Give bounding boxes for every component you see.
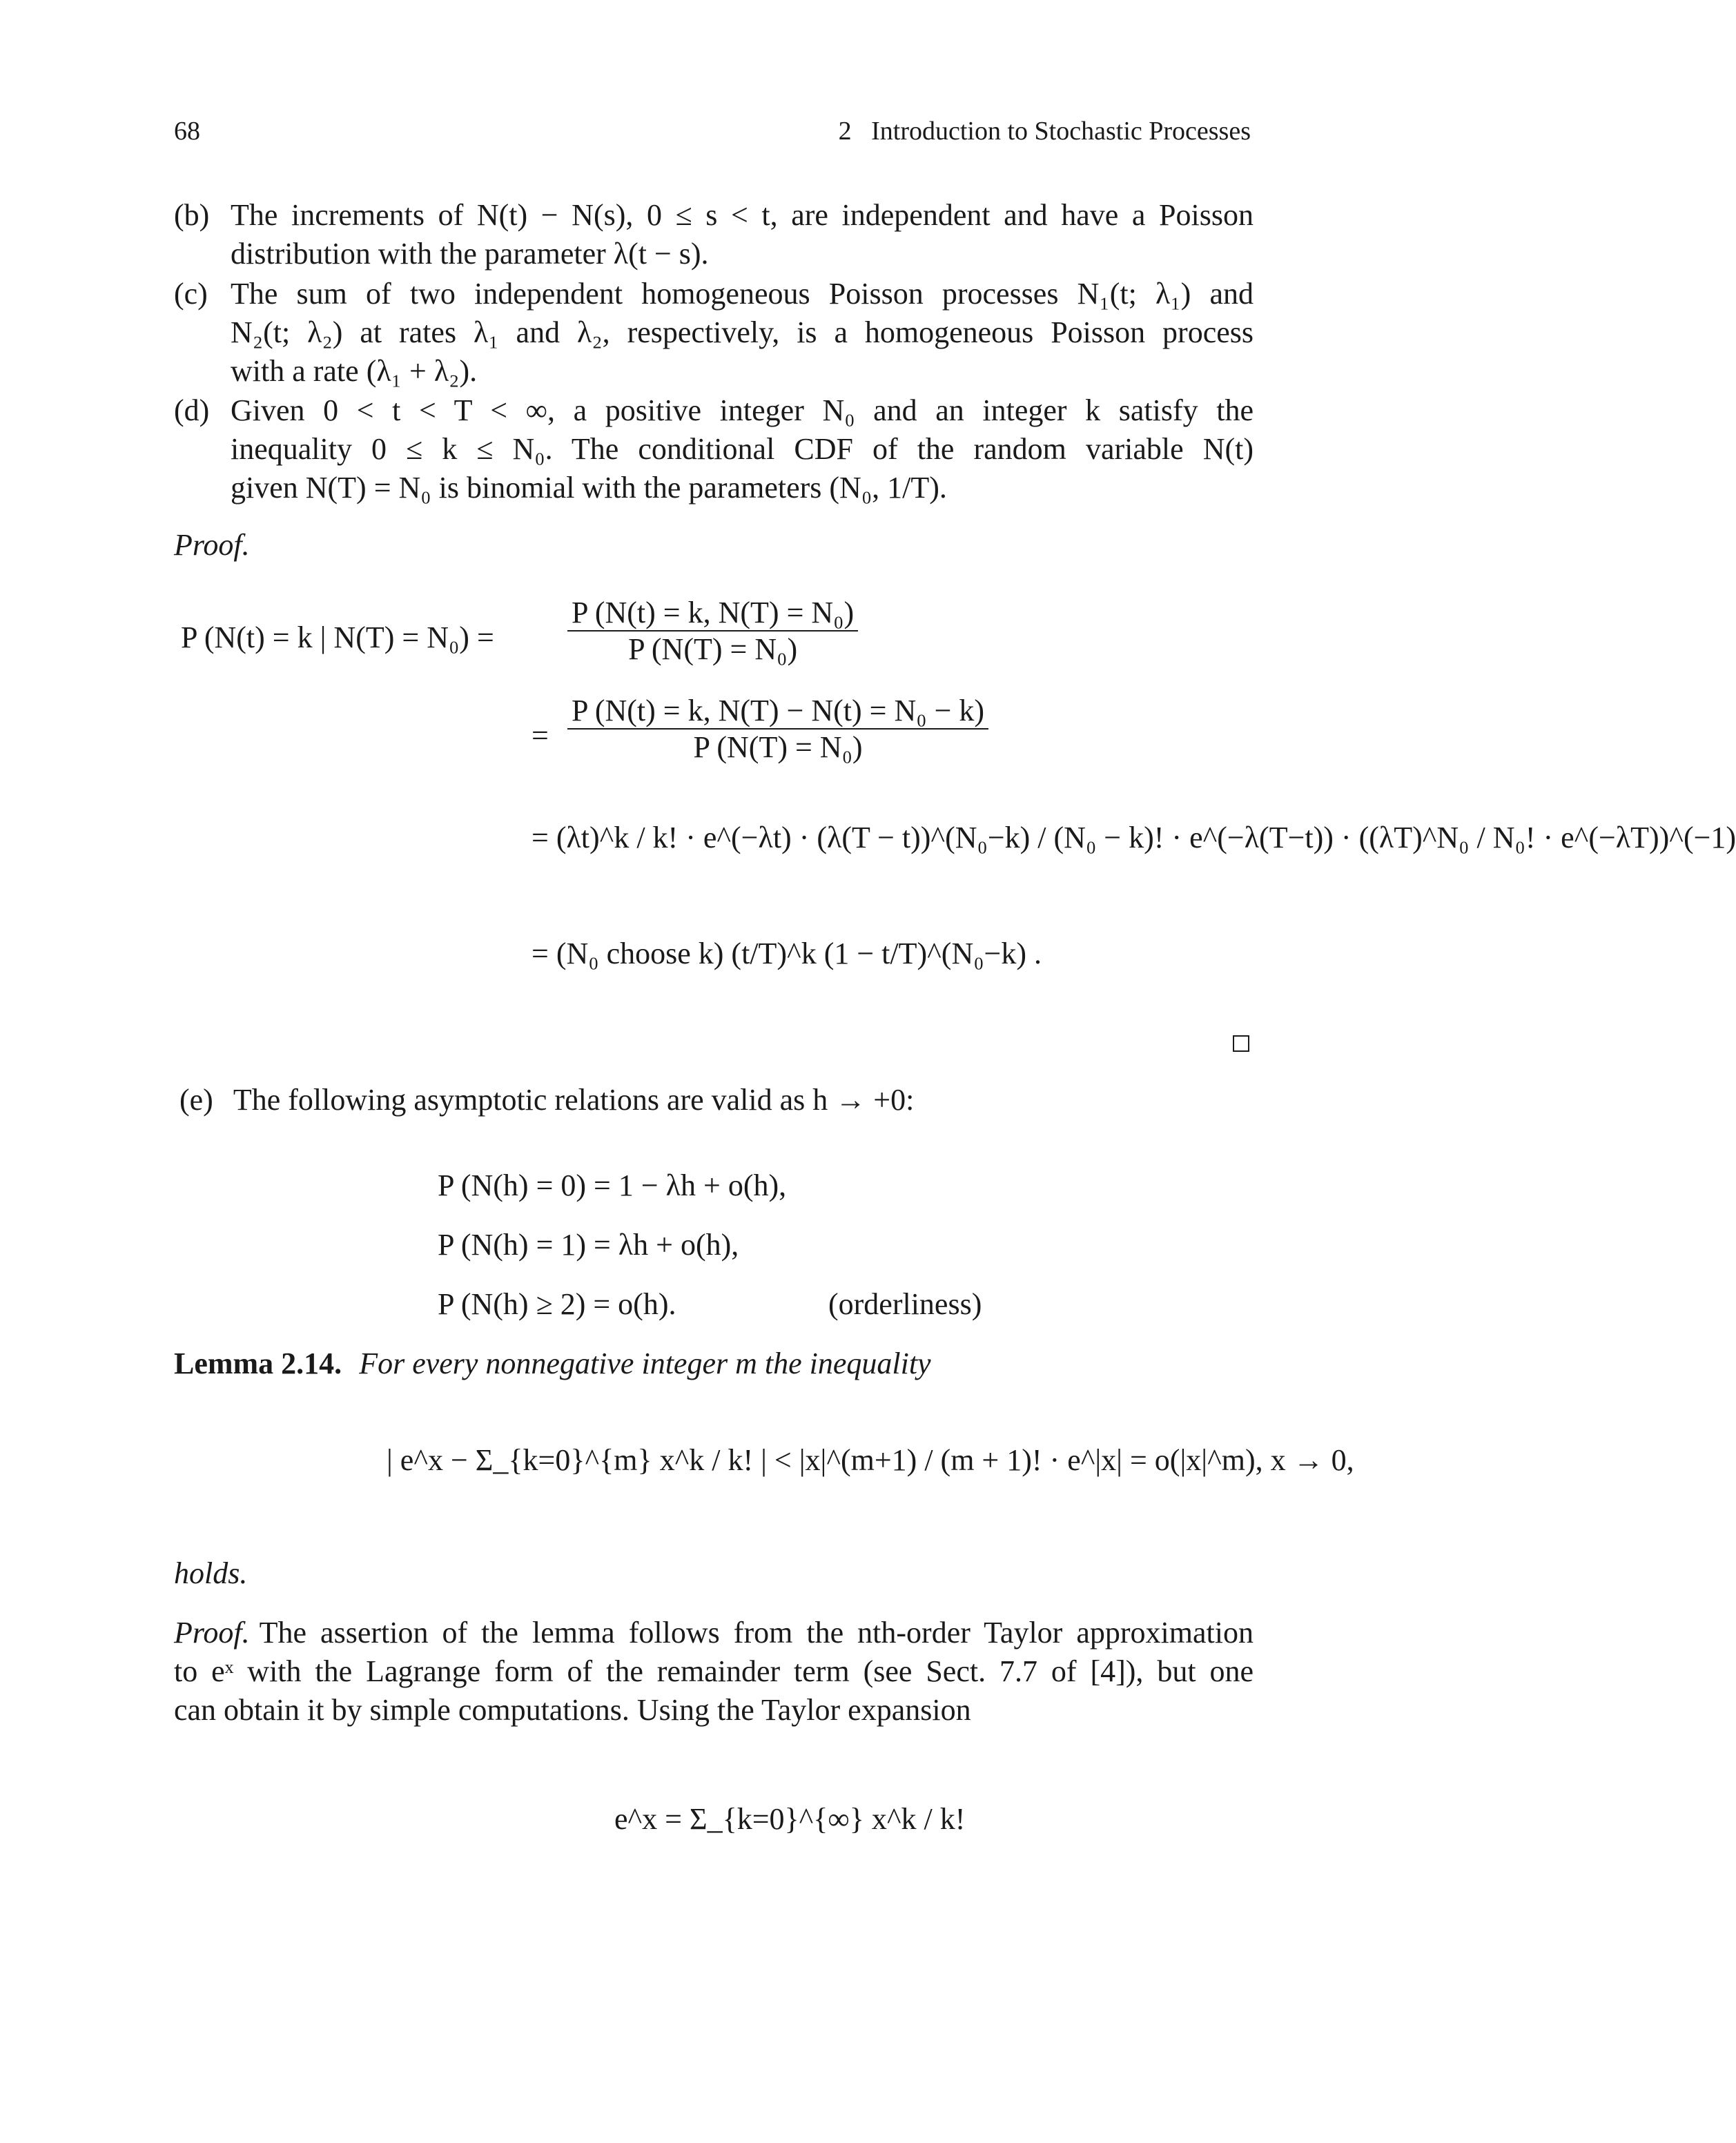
equals-sign: = [531,718,549,752]
fraction-denominator: P (N(T) = N₀) [693,730,863,764]
page-number: 68 [174,117,200,146]
proof-line: The assertion of the lemma follows from the nth-order Taylor approximation [259,1616,1254,1650]
fraction-denominator: P (N(T) = N₀) [628,632,798,666]
taylor-formula: e^x = Σ_{k=0}^{∞} x^k / k! [614,1802,966,1836]
item-line: given N(T) = N₀ is binomial with the parameters (N₀, 1/T). [231,471,947,505]
proof-label: Proof. [174,1616,250,1650]
lemma-label: Lemma 2.14. [174,1347,342,1380]
relation-3-note: (orderliness) [828,1287,982,1321]
item-line: distribution with the parameter λ(t − s). [231,237,709,271]
proof-label: Proof. [174,528,250,562]
item-label: (b) [174,198,210,232]
running-head: 2 Introduction to Stochastic Processes [838,117,1251,146]
equation-fraction-1 [567,595,858,667]
equation-line-3: = (λt)^k / k! · e^(−λt) · (λ(T − t))^(N₀−k) / (N₀ − k)! · e^(−λ(T−t)) · ((λT)^N₀ / N₀! · e^(−λT))^(−1) [531,821,1736,854]
proof-line: to eˣ with the Lagrange form of the remainder term (see Sect. 7.7 of [4]), but one [174,1654,1254,1688]
fraction-numerator: P (N(t) = k, N(T) = N₀) [567,595,858,632]
lemma-formula: | e^x − Σ_{k=0}^{m} x^k / k! | < |x|^(m+1) / (m + 1)! · e^|x| = o(|x|^m), x → 0, [387,1443,1354,1477]
item-line: Given 0 < t < T < ∞, a positive integer N₀ and an integer k satisfy the [231,393,1254,427]
relation-2: P (N(h) = 1) = λh + o(h), [438,1228,739,1262]
item-line: N₂(t; λ₂) at rates λ₁ and λ₂, respectively, is a homogeneous Poisson process [231,315,1254,349]
equation-lhs: P (N(t) = k | N(T) = N₀) = [181,620,494,654]
equation-line-4: = (N₀ choose k) (t/T)^k (1 − t/T)^(N₀−k) . [531,937,1042,970]
item-text: The following asymptotic relations are valid as h → +0: [233,1083,915,1117]
item-label: (e) [179,1083,213,1117]
list-item-d [174,391,1254,507]
proof-paragraph [174,1614,1254,1730]
lemma-holds: holds. [174,1556,248,1590]
lemma-heading [174,1344,931,1383]
item-line: inequality 0 ≤ k ≤ N₀. The conditional CDF of the random variable N(t) [231,432,1254,466]
list-item-c [174,275,1254,391]
proof-line: can obtain it by simple computations. Using the Taylor expansion [174,1693,971,1727]
fraction-numerator: P (N(t) = k, N(T) − N(t) = N₀ − k) [567,693,988,730]
list-item-b [174,196,1254,273]
item-label: (d) [174,393,210,427]
list-item-e [179,1081,914,1119]
item-line: The sum of two independent homogeneous Poisson processes N₁(t; λ₁) and [231,277,1254,311]
qed-square [1233,1035,1249,1052]
item-line: with a rate (λ₁ + λ₂). [231,354,478,388]
item-line: The increments of N(t) − N(s), 0 ≤ s < t, are independent and have a Poisson [231,198,1254,232]
equation-fraction-2 [567,693,988,765]
relation-3: P (N(h) ≥ 2) = o(h). [438,1287,676,1321]
relation-1: P (N(h) = 0) = 1 − λh + o(h), [438,1168,787,1202]
lemma-statement: For every nonnegative integer m the inequality [359,1347,931,1380]
item-label: (c) [174,277,208,311]
